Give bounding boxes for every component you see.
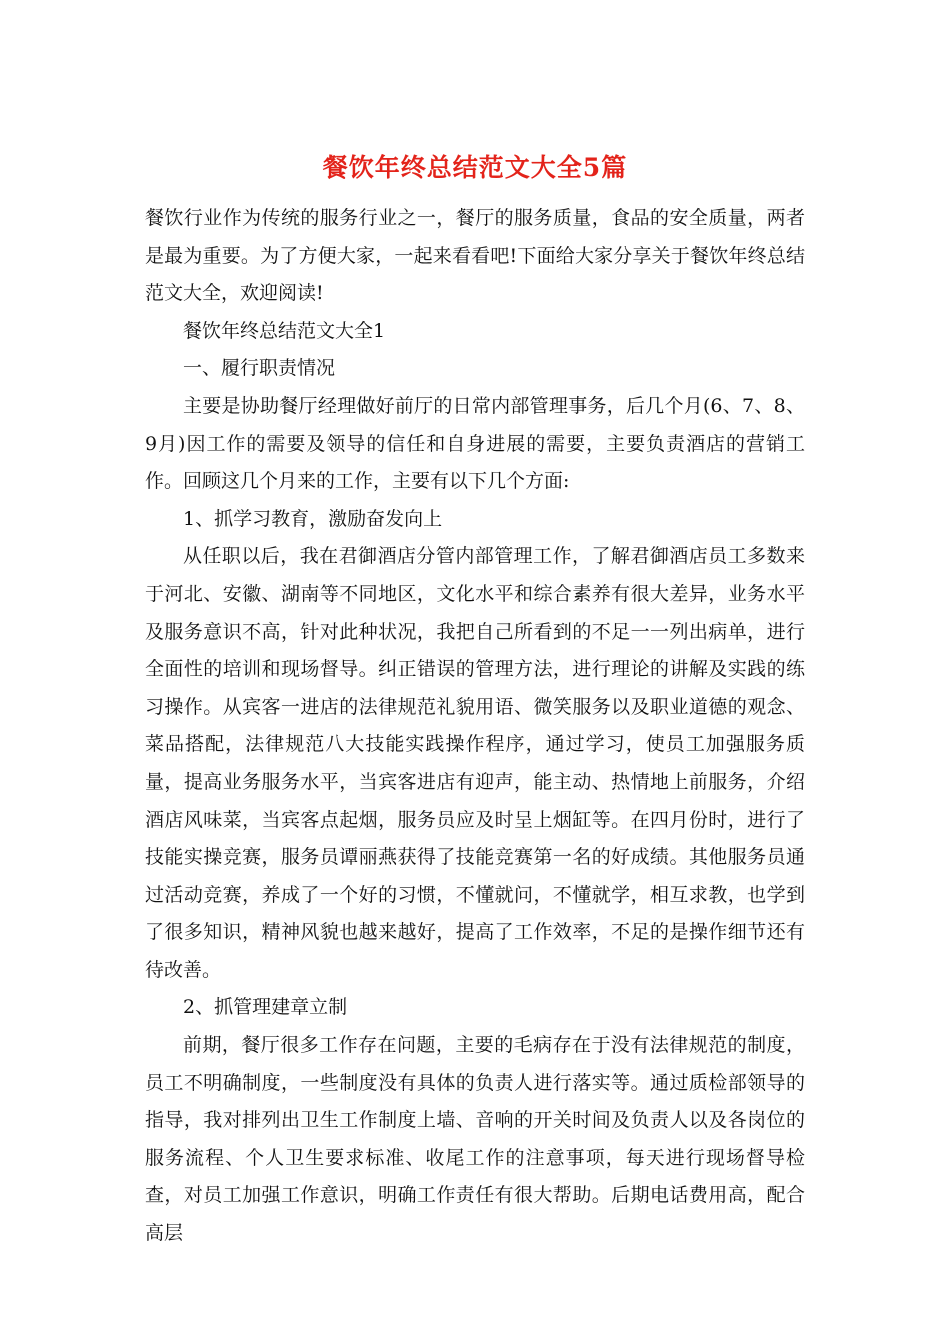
item-heading: 2、抓管理建章立制 [183,996,348,1019]
document-title: 餐饮年终总结范文大全5篇 [322,153,628,182]
subsection-heading: 一、履行职责情况 [183,357,336,380]
body-paragraph: 从任职以后，我在君御酒店分管内部管理工作，了解君御酒店员工多数来于河北、安徽、湖南等不同地区，文化水平和综合素养有很大差异，业务水平及服务意识不高，针对此种状况，我把自己所看到的不足一一列出病单，进行全面性的培训和现场督导。纠正错误的管理方法，进行理论的讲解及实践的练习操作。从宾客一进店的法律规范礼貌用语、微笑服务以及职业道德的观念、菜品搭配，法律规范八大技能实践操作程序，通过学习，使员工加强服务质量，提高业务服务水平，当宾客进店有迎声，能主动、热情地上前服务，介绍酒店风味菜，当宾客点起烟，服务员应及时呈上烟缸等。在四月份时，进行了技能实操竞赛，服务员谭丽燕获得了技能竞赛第一名的好成绩。其他服务员通过活动竞赛，养成了一个好的习惯，不懂就问，不懂就学，相互求教，也学到了很多知识，精神风貌也越来越好，提高了工作效率，不足的是操作细节还有待改善。 [145,545,805,981]
document-body [145,200,805,1253]
item-heading: 1、抓学习教育，激励奋发向上 [183,507,443,530]
body-paragraph: 主要是协助餐厅经理做好前厅的日常内部管理事务，后几个月(6、7、8、9月)因工作的需要及领导的信任和自身进展的需要，主要负责酒店的营销工作。回顾这几个月来的工作，主要有以下几个方面: [145,394,805,493]
intro-paragraph: 餐饮行业作为传统的服务行业之一，餐厅的服务质量，食品的安全质量，两者是最为重要。为了方便大家，一起来看看吧!下面给大家分享关于餐饮年终总结范文大全，欢迎阅读! [145,207,805,305]
body-paragraph: 前期，餐厅很多工作存在问题，主要的毛病存在于没有法律规范的制度，员工不明确制度，一些制度没有具体的负责人进行落实等。通过质检部领导的指导，我对排列出卫生工作制度上墙、音响的开关时间及负责人以及各岗位的服务流程、个人卫生要求标准、收尾工作的注意事项，每天进行现场督导检查，对员工加强工作意识，明确工作责任有很大帮助。后期电话费用高，配合高层 [145,1034,805,1245]
section-heading: 餐饮年终总结范文大全1 [183,319,386,342]
